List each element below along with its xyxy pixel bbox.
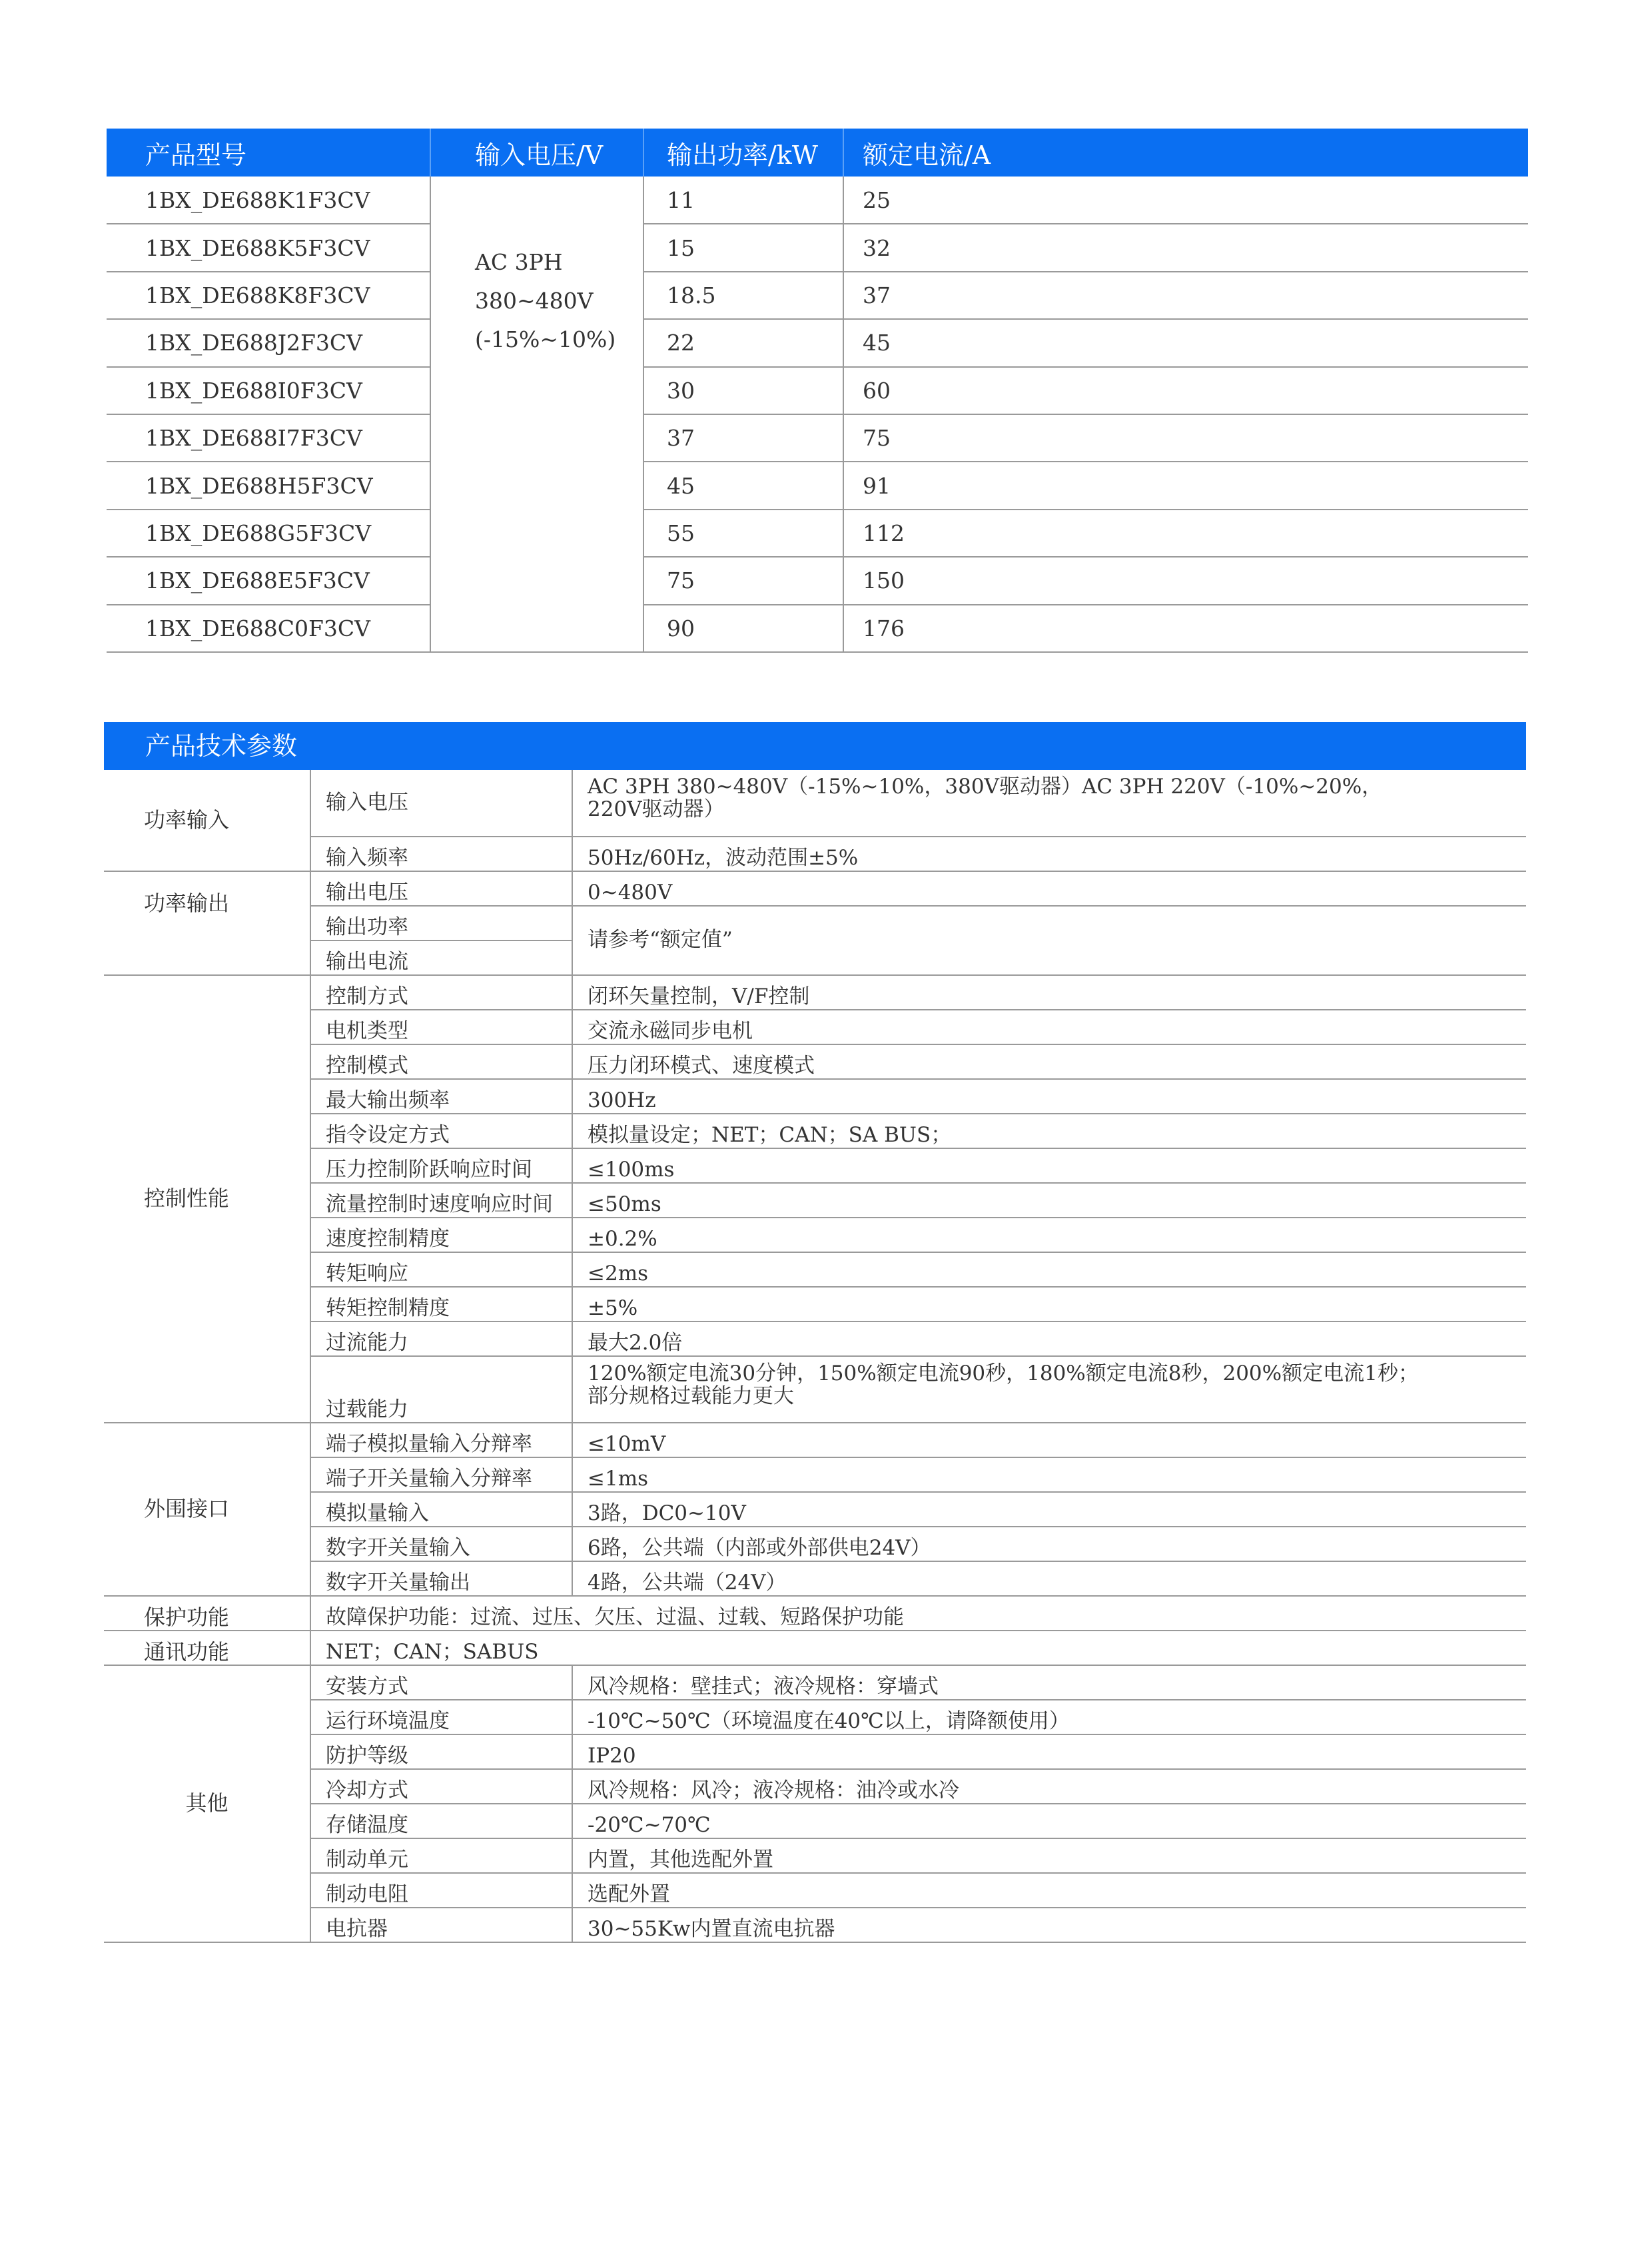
voltage-line: 380~480V (475, 288, 594, 314)
table-row (104, 1492, 1526, 1527)
param-value: 0~480V (572, 871, 1526, 906)
param-value: 30~55Kw内置直流电抗器 (572, 1908, 1526, 1942)
param-label: 防护等级 (310, 1734, 572, 1769)
model-cell: 1BX_DE688I0F3CV (107, 367, 430, 414)
category-communication: 通讯功能 (104, 1631, 310, 1665)
category-protection: 保护功能 (104, 1596, 310, 1631)
param-label: 速度控制精度 (310, 1218, 572, 1252)
param-value: ≤10mV (572, 1423, 1526, 1457)
current-cell: 25 (843, 177, 1528, 224)
param-label: 数字开关量输出 (310, 1561, 572, 1596)
table-row (104, 1908, 1526, 1942)
param-label: 电抗器 (310, 1908, 572, 1942)
table-row (107, 557, 1528, 604)
table-row (104, 1356, 1526, 1423)
param-label: 最大输出频率 (310, 1079, 572, 1114)
power-cell: 37 (643, 414, 843, 462)
param-label: 制动单元 (310, 1838, 572, 1873)
param-label: 存储温度 (310, 1804, 572, 1838)
power-cell: 45 (643, 462, 843, 509)
param-value: ≤2ms (572, 1252, 1526, 1287)
param-label: 指令设定方式 (310, 1114, 572, 1148)
table-row (104, 1838, 1526, 1873)
param-label: 运行环境温度 (310, 1700, 572, 1734)
table-row (104, 1873, 1526, 1908)
header-input-voltage: 输入电压/V (430, 129, 643, 177)
param-label: 端子模拟量输入分辩率 (310, 1423, 572, 1457)
table-row (104, 1804, 1526, 1838)
param-value: ±0.2% (572, 1218, 1526, 1252)
table-row (104, 1596, 1526, 1631)
input-voltage-cell (430, 177, 643, 652)
param-value: NET；CAN；SABUS (310, 1631, 1526, 1665)
param-value-line: AC 3PH 380~480V（-15%~10%，380V驱动器）AC 3PH 220V（-10%~20%， (588, 775, 1383, 799)
current-cell: 112 (843, 510, 1528, 557)
table-row (104, 1631, 1526, 1665)
current-cell: 60 (843, 367, 1528, 414)
table-row (104, 1183, 1526, 1218)
param-label: 端子开关量输入分辩率 (310, 1457, 572, 1492)
current-cell: 45 (843, 319, 1528, 366)
param-label: 转矩控制精度 (310, 1287, 572, 1321)
model-cell: 1BX_DE688I7F3CV (107, 414, 430, 462)
table-row (107, 319, 1528, 366)
param-value: 闭环矢量控制，V/F控制 (572, 975, 1526, 1010)
params-section-title: 产品技术参数 (104, 722, 1526, 770)
param-value: -20℃~70℃ (572, 1804, 1526, 1838)
category-power-input: 功率输入 (104, 770, 310, 871)
param-label: 流量控制时速度响应时间 (310, 1183, 572, 1218)
header-output-power: 输出功率/kW (643, 129, 843, 177)
param-value: 压力闭环模式、速度模式 (572, 1044, 1526, 1079)
param-label: 过载能力 (310, 1356, 572, 1423)
table-row (104, 1321, 1526, 1356)
table-row (107, 224, 1528, 271)
param-value (572, 770, 1526, 837)
param-label: 数字开关量输入 (310, 1527, 572, 1561)
param-label: 制动电阻 (310, 1873, 572, 1908)
table-row (104, 1148, 1526, 1183)
category-other: 其他 (104, 1665, 310, 1942)
model-cell: 1BX_DE688C0F3CV (107, 605, 430, 652)
category-interface: 外围接口 (104, 1423, 310, 1596)
table-row (104, 1252, 1526, 1287)
table-row (107, 272, 1528, 319)
table-row (107, 605, 1528, 652)
param-label: 输出功率 (310, 906, 572, 940)
current-cell: 32 (843, 224, 1528, 271)
param-value: 风冷规格：风冷；液冷规格：油冷或水冷 (572, 1769, 1526, 1804)
model-cell: 1BX_DE688J2F3CV (107, 319, 430, 366)
param-value: 6路，公共端（内部或外部供电24V） (572, 1527, 1526, 1561)
table-row (104, 1527, 1526, 1561)
power-cell: 18.5 (643, 272, 843, 319)
param-label: 冷却方式 (310, 1769, 572, 1804)
current-cell: 75 (843, 414, 1528, 462)
table-row (104, 1457, 1526, 1492)
table-row (104, 1423, 1526, 1457)
models-header-row (107, 129, 1528, 177)
param-label: 过流能力 (310, 1321, 572, 1356)
param-value: ≤100ms (572, 1148, 1526, 1183)
header-model: 产品型号 (107, 129, 430, 177)
table-row (104, 837, 1526, 871)
table-row (104, 1218, 1526, 1252)
table-row (107, 414, 1528, 462)
param-value: 选配外置 (572, 1873, 1526, 1908)
current-cell: 91 (843, 462, 1528, 509)
param-label: 输入频率 (310, 837, 572, 871)
table-row (104, 1561, 1526, 1596)
table-row (104, 906, 1526, 940)
param-value: 50Hz/60Hz，波动范围±5% (572, 837, 1526, 871)
param-label: 电机类型 (310, 1010, 572, 1044)
param-value: ≤50ms (572, 1183, 1526, 1218)
voltage-line: (-15%~10%) (475, 326, 616, 352)
models-table (107, 129, 1528, 653)
table-row (104, 1287, 1526, 1321)
param-value-line: 120%额定电流30分钟，150%额定电流90秒，180%额定电流8秒，200%额定电流1秒； (588, 1361, 1419, 1385)
model-cell: 1BX_DE688K5F3CV (107, 224, 430, 271)
param-value: 内置，其他选配外置 (572, 1838, 1526, 1873)
param-label: 输入电压 (310, 770, 572, 837)
power-cell: 15 (643, 224, 843, 271)
param-value: ±5% (572, 1287, 1526, 1321)
params-table (104, 770, 1526, 1943)
model-cell: 1BX_DE688G5F3CV (107, 510, 430, 557)
header-rated-current: 额定电流/A (843, 129, 1528, 177)
model-cell: 1BX_DE688K8F3CV (107, 272, 430, 319)
model-cell: 1BX_DE688E5F3CV (107, 557, 430, 604)
model-cell: 1BX_DE688K1F3CV (107, 177, 430, 224)
table-row (104, 1734, 1526, 1769)
param-value: -10℃~50℃（环境温度在40℃以上，请降额使用） (572, 1700, 1526, 1734)
current-cell: 150 (843, 557, 1528, 604)
table-row (104, 975, 1526, 1010)
power-cell: 22 (643, 319, 843, 366)
param-value: 故障保护功能：过流、过压、欠压、过温、过载、短路保护功能 (310, 1596, 1526, 1631)
table-row (107, 510, 1528, 557)
table-row (107, 462, 1528, 509)
param-value-line: 220V驱动器） (588, 797, 725, 821)
param-value: 最大2.0倍 (572, 1321, 1526, 1356)
table-row (104, 871, 1526, 906)
power-cell: 90 (643, 605, 843, 652)
table-row (104, 1044, 1526, 1079)
param-value: 风冷规格：壁挂式；液冷规格：穿墙式 (572, 1665, 1526, 1700)
table-row (107, 177, 1528, 224)
param-value: 3路，DC0~10V (572, 1492, 1526, 1527)
voltage-line: AC 3PH (475, 249, 563, 275)
power-cell: 75 (643, 557, 843, 604)
param-label: 安装方式 (310, 1665, 572, 1700)
param-value (572, 1356, 1526, 1423)
param-label: 输出电压 (310, 871, 572, 906)
table-row (104, 770, 1526, 837)
table-row (104, 1769, 1526, 1804)
table-row (104, 1665, 1526, 1700)
table-row (107, 367, 1528, 414)
param-label: 压力控制阶跃响应时间 (310, 1148, 572, 1183)
param-label: 模拟量输入 (310, 1492, 572, 1527)
power-cell: 30 (643, 367, 843, 414)
param-value-line: 部分规格过载能力更大 (588, 1384, 794, 1408)
param-label: 输出电流 (310, 940, 572, 975)
table-row (104, 1700, 1526, 1734)
param-value: 模拟量设定；NET；CAN；SA BUS； (572, 1114, 1526, 1148)
table-row (104, 1114, 1526, 1148)
category-power-output: 功率输出 (104, 871, 310, 975)
param-value: ≤1ms (572, 1457, 1526, 1492)
param-label: 转矩响应 (310, 1252, 572, 1287)
param-value: IP20 (572, 1734, 1526, 1769)
param-value: 请参考“额定值” (572, 906, 1526, 975)
param-label: 控制模式 (310, 1044, 572, 1079)
power-cell: 55 (643, 510, 843, 557)
param-value: 4路，公共端（24V） (572, 1561, 1526, 1596)
table-row (104, 1010, 1526, 1044)
model-cell: 1BX_DE688H5F3CV (107, 462, 430, 509)
table-row (104, 1079, 1526, 1114)
current-cell: 176 (843, 605, 1528, 652)
category-control: 控制性能 (104, 975, 310, 1423)
param-value: 300Hz (572, 1079, 1526, 1114)
param-value: 交流永磁同步电机 (572, 1010, 1526, 1044)
param-label: 控制方式 (310, 975, 572, 1010)
power-cell: 11 (643, 177, 843, 224)
current-cell: 37 (843, 272, 1528, 319)
